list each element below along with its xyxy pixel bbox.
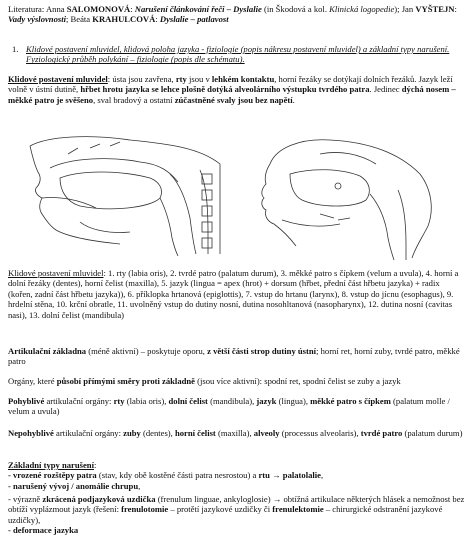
author-1-first: Anna [45, 4, 65, 14]
anatomy-figures [20, 134, 460, 262]
p6-t1: artikulační orgány: [56, 428, 121, 438]
p1-b4: dýchá nosem – měkké patro je svěšeno [8, 84, 456, 105]
p4-b1: působí přímými směry proti základně [56, 376, 195, 386]
author-2-last: VYŠTEJN [415, 4, 455, 14]
p5-t1: artikulační orgány: [46, 396, 112, 406]
paragraph-rest-position [8, 74, 466, 105]
paragraph-anatomy-list [8, 268, 466, 320]
p8-b3: frenulektomie [272, 504, 324, 515]
p6-t3: (maxilla), [217, 428, 252, 438]
p5-t3: (mandibula), [210, 396, 255, 406]
p5-b4: měkké patro s čípkem [310, 396, 391, 406]
title-1-close: ); [394, 4, 400, 14]
p5-t5: (palatum molle / velum a uvula) [8, 396, 450, 417]
p5-t4: (lingua), [278, 396, 308, 406]
p8-t2: (frenulum linguae, ankyloglosie) → obtížná artikulace některých hlásek a nemožnost bez obtíží vyplázmout jazyk (řešení: [8, 494, 465, 515]
section-1-heading [12, 44, 458, 65]
p2-lead: Klidové postavení mluvidel [8, 268, 104, 278]
p1-lead: Klidové postavení mluvidel [8, 74, 108, 84]
anatomy-svg [20, 134, 460, 262]
p3-b1: z větší části strop dutiny ústní [207, 346, 317, 356]
p5-b2: dolní čelist [168, 396, 208, 406]
section-number: 1. [12, 44, 19, 54]
literature-references: Literatura: Anna SALOMONOVÁ: Narušení článkování řeči – Dyslalie (in Škodová a kol. Klinická logopedie); Jan VYŠTEJN: Vady výslovnosti; Beáta KRAHULCOVÁ: Dyslalie – patlavost [8, 4, 457, 25]
title-1-book: Klinická logopedie [329, 4, 395, 14]
literature-label: Literatura: [8, 4, 45, 14]
p1-b1: rty [175, 74, 187, 84]
p6-t2: (dentes), [142, 428, 173, 438]
author-1-last: SALOMONOVÁ [66, 4, 131, 14]
p1-t5: , sval bradový a ostatní [93, 94, 173, 105]
p8-b2: frenulotomie [121, 504, 169, 515]
p6-t4: (processus alveolaris), [281, 428, 359, 438]
p3-t2: ; horní ret, horní zuby, tvrdé patro, měkké patro [8, 346, 460, 367]
disorder-heading [8, 460, 466, 470]
p7-lead: Základní typy narušení [8, 460, 94, 470]
p1-t4: . Jedinec [369, 84, 400, 95]
p7-item1-t2: , [321, 470, 324, 481]
title-1-source: (in Škodová a kol. [263, 4, 327, 14]
head-profile-figure [262, 140, 431, 260]
p8-t3: – protětí jazykové uzdičky či [170, 504, 271, 515]
p5-b1: rty [113, 396, 125, 406]
disorder-item-1 [8, 470, 466, 480]
p8-t4: – chirurgické odstranění jazykové uzdičky), [8, 504, 443, 525]
p5-b3: jazyk [256, 396, 277, 406]
author-3-last: KRAHULCOVÁ [92, 14, 156, 25]
disorder-item-3 [8, 494, 466, 525]
sagittal-section-figure [30, 137, 220, 256]
p1-b2: lehkém kontaktu [211, 74, 275, 84]
p1-t2: jsou v [188, 74, 210, 84]
p7-item1-b1: - vrozené rozštěpy patra [8, 470, 97, 481]
p6-b2: horní čelist [174, 428, 216, 438]
p1-t1: : ústa jsou zavřena, [107, 74, 174, 84]
disorder-item-2 [8, 481, 466, 491]
p6-b1: zuby [123, 428, 141, 438]
p6-t5: (palatum durum) [404, 428, 463, 438]
p3-lead: Artikulační základna [8, 346, 87, 356]
p1-b5: zúčastněné svaly jsou bez napětí [174, 94, 293, 105]
title-1: Narušení článkování řeči – Dyslalie [134, 4, 262, 14]
author-2-first: Jan [401, 4, 414, 14]
p2-text: : 1. rty (labia oris), 2. tvrdé patro (palatum durum), 3. měkké patro s čípkem (velum a uvula), 4. horní a dolní řezáky (dentes), horní čelist (maxilla), 5. jazyk (lingua = apex (hrot) + dorsum (hřbet, přední část hřbetu jazyka) + radix (kořen, zadní část hřbetu jazyka)), 6. příklopka hrtanová (epiglottis), 7. vstup do hrtanu (larynx), 8. vstup do jícnu (esophagus), 9. hrdelní stěna, 10. krční obratle, 11. uvolněný vstup do dutiny nosní, dutina nosohltanová (nasopharynx), 12. dutina nosní (cavitas nasi), 13. dolní čelist (mandibula) [8, 268, 459, 320]
p7-item2-b: - narušený vývoj / anomálie chrupu [8, 480, 139, 491]
p3-t1: (méně aktivní) – poskytuje oporu, [88, 346, 205, 356]
title-3: Dyslalie – patlavost [159, 14, 229, 25]
separator: ; Beáta [66, 14, 91, 25]
paragraph-disorder-types [8, 460, 466, 491]
p1-t6: . [292, 94, 295, 105]
disorder-item-4: - deformace jazyka [8, 525, 79, 536]
p1-t3: , horní řezáky se dotýkají dolních řezáků. Jazyk leží volně v ústní dutině, [8, 74, 453, 95]
p5-t2: (labia oris), [126, 396, 167, 406]
p7-item1-b2: rtu → palatolalie [258, 470, 321, 481]
paragraph-fixed-organs [8, 428, 466, 438]
p4-t2: (jsou více aktivní): spodní ret, spodní čelist se zuby a jazyk [197, 376, 401, 386]
p8-b1: zkrácená podjazyková uzdička [42, 494, 156, 504]
paragraph-movable-organs [8, 396, 466, 417]
paragraph-articulation-base [8, 346, 466, 367]
p7-item1-t1: (stav, kdy obě kostěné části patra nesrostou) a [98, 470, 257, 481]
p6-lead: Nepohyblivé [8, 428, 54, 438]
p7-colon: : [93, 460, 97, 470]
p5-lead: Pohyblivé [8, 396, 45, 406]
p4-t1: Orgány, které [8, 376, 55, 386]
title-2: Vady výslovnosti [8, 14, 67, 25]
paragraph-active-organs [8, 376, 466, 386]
p1-b3: hřbet hrotu jazyka se lehce plošně dotýká alveolárního výstupku tvrdého patra [80, 84, 370, 95]
p8-t1: - výrazně [8, 494, 41, 504]
p6-b3: alveoly [253, 428, 280, 438]
section-1-text: Klidové postavení mluvidel, klidová poloha jazyka - fiziologie (popis nákresu postavení mluvidel) a základní typy narušení. Fyziologický průběh polykání – fiziologie (popis dle schématu). [26, 44, 450, 65]
p6-b4: tvrdé patro [360, 428, 403, 438]
paragraph-disorder-types-cont [8, 494, 466, 536]
p7-item2-t: , [138, 480, 141, 491]
